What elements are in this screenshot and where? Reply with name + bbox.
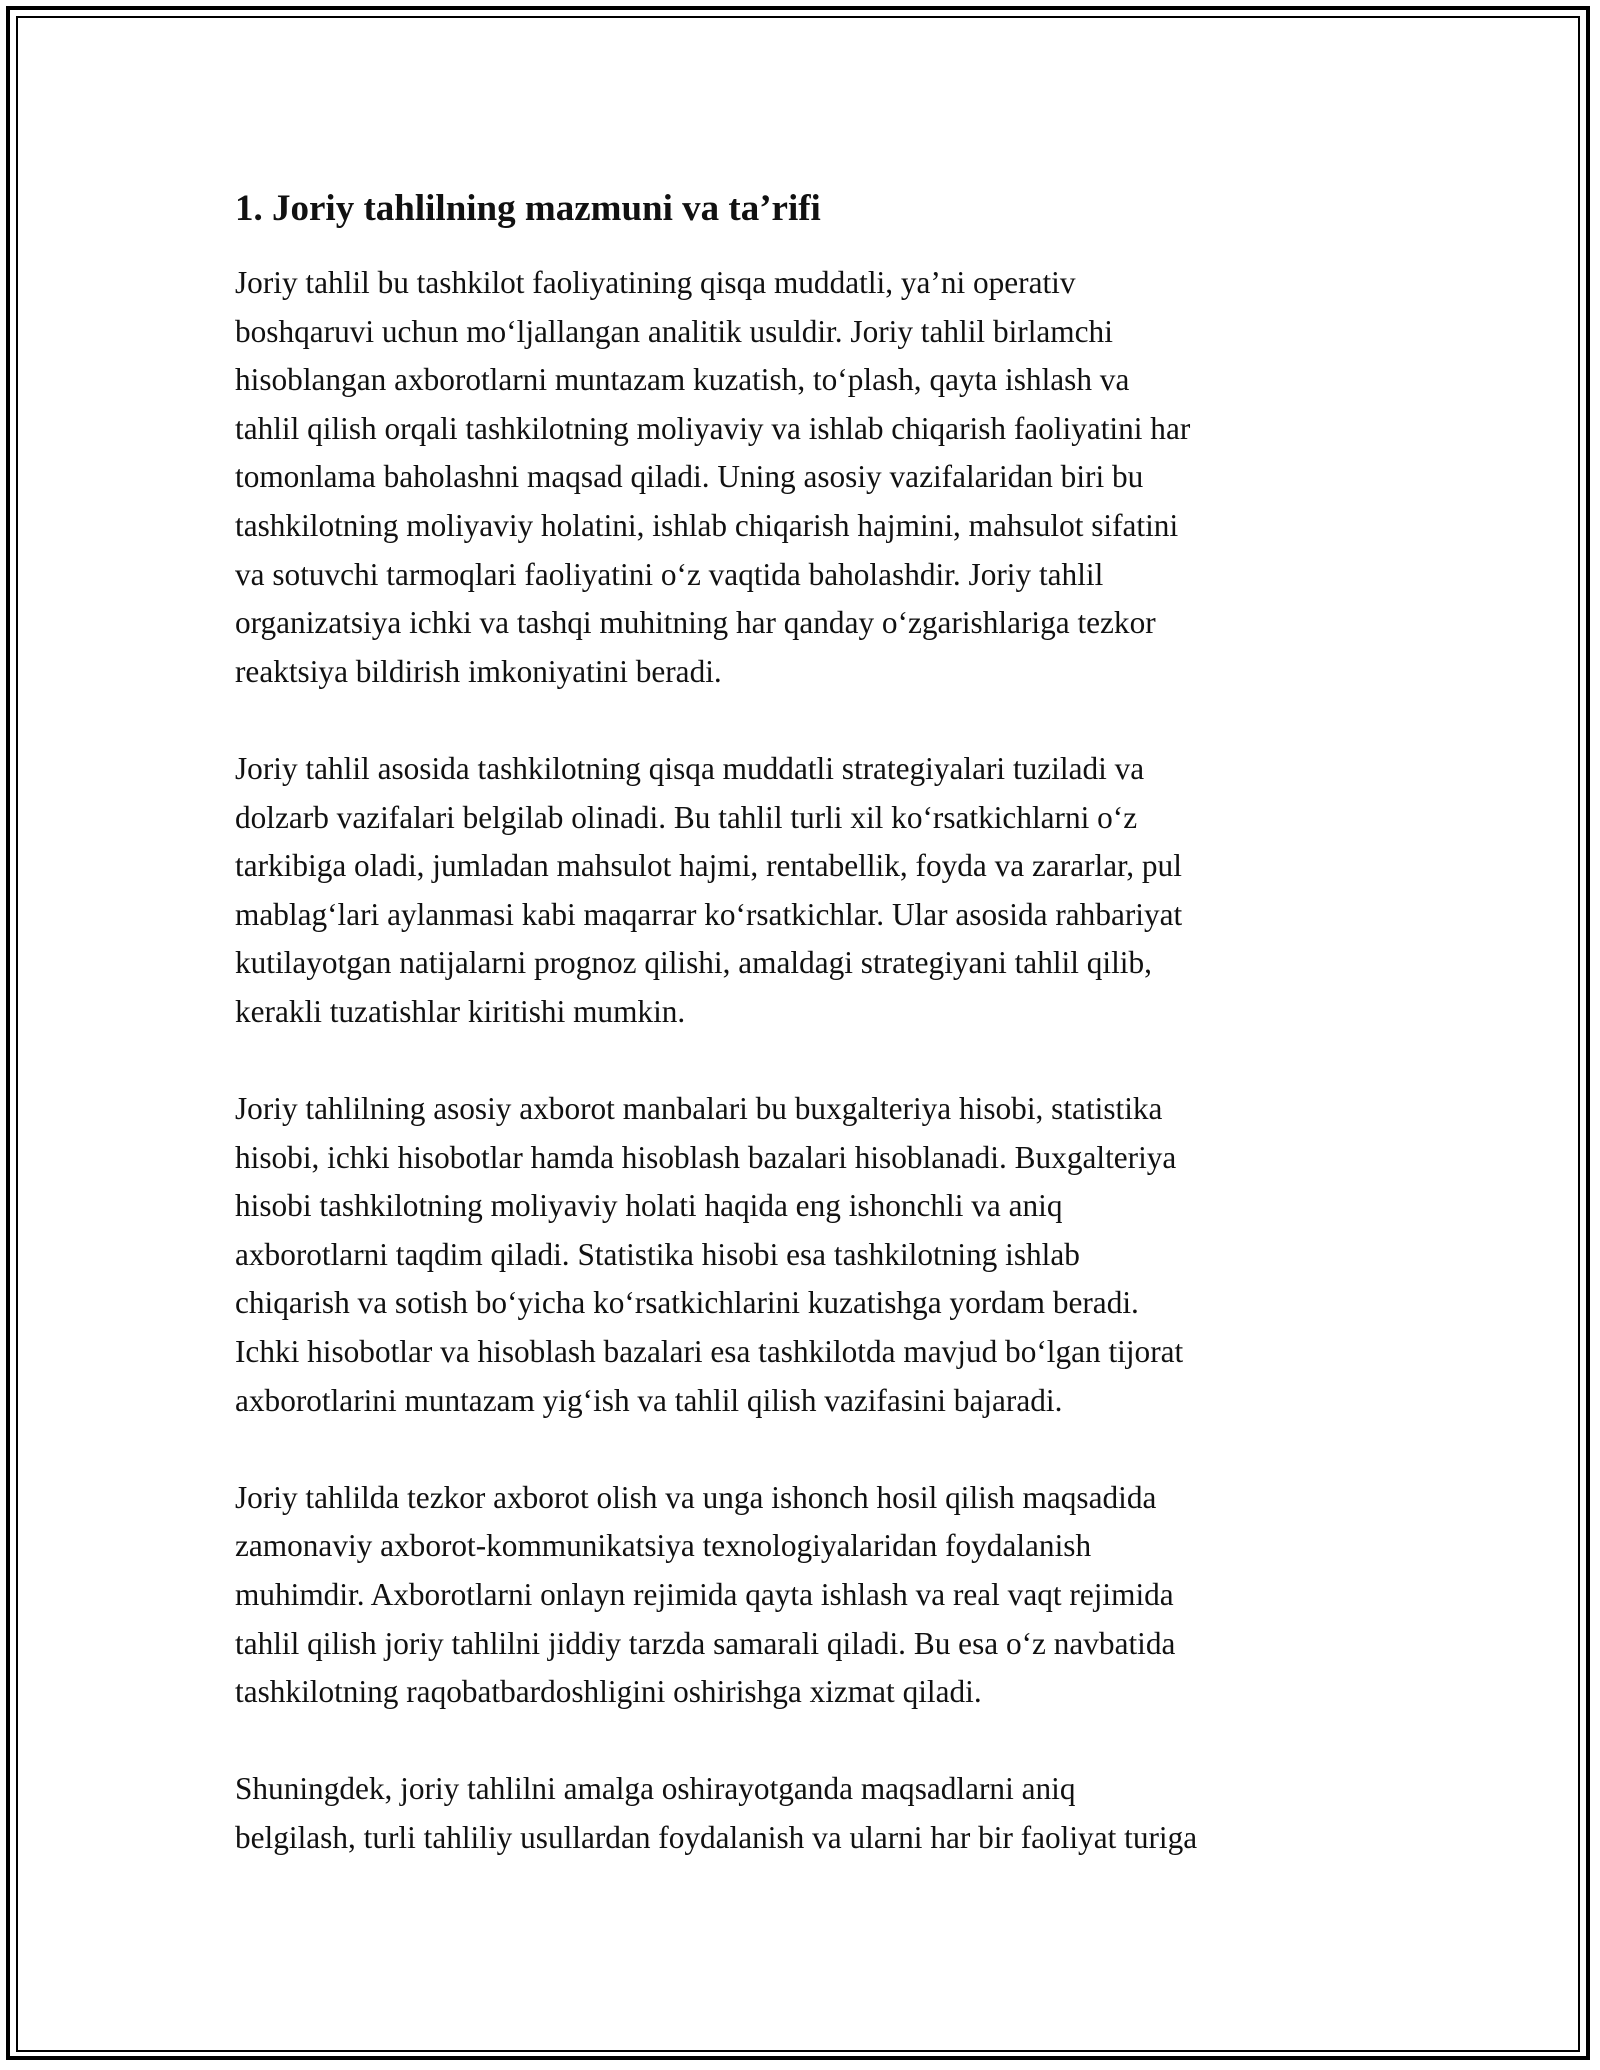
document-body <box>235 185 1375 1911</box>
paragraph-5: Shuningdek, joriy tahlilni amalga oshirayotganda maqsadlarni aniq belgilash, turli tahliliy usullardan foydalanish va ularni har bir faoliyat turiga <box>235 1771 1198 1855</box>
paragraph-2: Joriy tahlil asosida tashkilotning qisqa muddatli strategiyalari tuziladi va dolzarb vazifalari belgilab olinadi. Bu tahlil turli xil ko‘rsatkichlarni o‘z tarkibiga oladi, jumladan mahsulot hajmi, rentabellik, foyda va zararlar, pul mablag‘lari aylanmasi kabi maqarrar ko‘rsatkichlar. Ular asosida rahbariyat kutilayotgan natijalarni prognoz qilishi, amaldagi strategiyani tahlil qilib, kerakli tuzatishlar kiritishi mumkin. <box>235 750 1183 1029</box>
paragraph-1: Joriy tahlil bu tashkilot faoliyatining qisqa muddatli, ya’ni operativ boshqaruvi uchun mo‘ljallangan analitik usuldir. Joriy tahlil birlamchi hisoblangan axborotlarni muntazam kuzatish, to‘plash, qayta ishlash va tahlil qilish orqali tashkilotning moliyaviy va ishlab chiqarish faoliyatini har tomonlama baholashni maqsad qiladi. Uning asosiy vazifalaridan biri bu tashkilotning moliyaviy holatini, ishlab chiqarish hajmini, mahsulot sifatini va sotuvchi tarmoqlari faoliyatini o‘z vaqtida baholashdir. Joriy tahlil organizatsiya ichki va tashqi muhitning har qanday o‘zgarishlariga tezkor reaktsiya bildirish imkoniyatini beradi. <box>235 265 1191 689</box>
paragraph-3: Joriy tahlilning asosiy axborot manbalari bu buxgalteriya hisobi, statistika hisobi, ichki hisobotlar hamda hisoblash bazalari hisoblanadi. Buxgalteriya hisobi tashkilotning moliyaviy holati haqida eng ishonchli va aniq axborotlarni taqdim qiladi. Statistika hisobi esa tashkilotning ishlab chiqarish va sotish bo‘yicha ko‘rsatkichlarini kuzatishga yordam beradi. Ichki hisobotlar va hisoblash bazalari esa tashkilotda mavjud bo‘lgan tijorat axborotlarini muntazam yig‘ish va tahlil qilish vazifasini bajaradi. <box>235 1091 1184 1418</box>
paragraph-4: Joriy tahlilda tezkor axborot olish va unga ishonch hosil qilish maqsadida zamonaviy axborot-kommunikatsiya texnologiyalaridan foydalanish muhimdir. Axborotlarni onlayn rejimida qayta ishlash va real vaqt rejimida tahlil qilish joriy tahlilni jiddiy tarzda samarali qiladi. Bu esa o‘z navbatida tashkilotning raqobatbardoshligini oshirishga xizmat qiladi. <box>235 1479 1176 1710</box>
section-heading: 1. Joriy tahlilning mazmuni va ta’rifi <box>235 188 821 229</box>
